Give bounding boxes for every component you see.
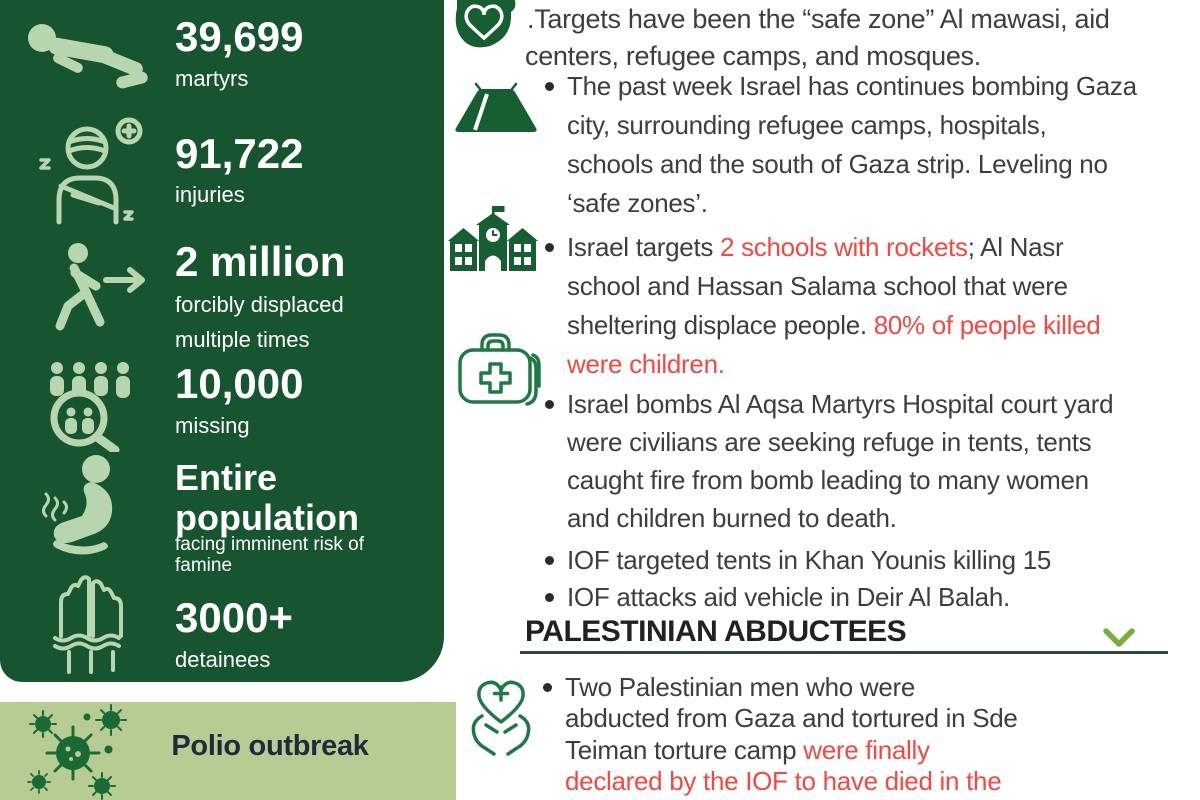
intro-line: centers, refugee camps, and mosques.	[525, 41, 981, 71]
list-item: school and Hassan Salama school that were	[567, 271, 1068, 301]
intro-line: .Targets have been the “safe zone” Al mawasi, aid	[527, 4, 1110, 34]
stat-value: 3000+	[175, 594, 293, 641]
list-item: IOF attacks aid vehicle in Deir Al Balah.	[567, 582, 1010, 612]
hands-holding-heart-icon	[468, 674, 534, 764]
bullet-dot	[545, 82, 554, 91]
famine-icon	[38, 452, 134, 556]
list-item: Israel bombs Al Aqsa Martyrs Hospital court yard	[567, 389, 1113, 419]
stat-value: 39,699	[175, 13, 304, 60]
missing-icon	[45, 360, 145, 452]
virus-icon	[29, 710, 57, 738]
list-item: abducted from Gaza and tortured in Sde	[565, 703, 1018, 733]
virus-icon	[95, 704, 127, 736]
chevron-down-icon[interactable]	[1102, 627, 1136, 649]
stat-label: detainees	[175, 647, 271, 672]
list-item: sheltering displace people. 80% of people killed	[567, 310, 1101, 340]
list-item: schools and the south of Gaza strip. Leveling no	[567, 149, 1108, 179]
list-item: were children.	[567, 349, 725, 379]
virus-icon	[104, 745, 113, 754]
virus-icon	[27, 770, 51, 794]
displaced-icon	[42, 242, 150, 332]
stat-value: Entire population	[175, 457, 359, 538]
hand-heart-icon	[452, 0, 524, 50]
stat-label: missing	[175, 413, 250, 438]
bullet-dot	[545, 593, 554, 602]
stat-value: 10,000	[175, 360, 304, 407]
stat-value: 91,722	[175, 130, 304, 177]
list-item: Teiman torture camp were finally	[565, 735, 930, 765]
virus-icon	[88, 772, 116, 800]
virus-icon	[83, 713, 91, 721]
list-item: Israel targets 2 schools with rockets; Al Nasr	[567, 232, 1063, 262]
list-item: and children burned to death.	[567, 503, 897, 533]
bullet-dot	[545, 556, 554, 565]
list-item: were civilians are seeking refuge in tents, tents	[567, 427, 1092, 457]
polio-banner	[0, 702, 456, 800]
bullet-dot	[545, 400, 554, 409]
list-item: Two Palestinian men who were	[565, 672, 915, 702]
stat-label: martyrs	[175, 66, 249, 91]
heading-underline	[520, 651, 1168, 654]
bullet-dot	[545, 243, 554, 252]
polio-label: Polio outbreak	[171, 730, 369, 762]
tent-icon	[452, 82, 540, 134]
martyr-icon	[22, 8, 152, 98]
bullet-dot	[543, 683, 552, 692]
list-item: The past week Israel has continues bombing Gaza	[567, 71, 1137, 101]
stat-label: forcibly displaced multiple times	[175, 292, 344, 352]
section-heading: PALESTINIAN ABDUCTEES	[525, 615, 907, 648]
first-aid-kit-icon	[456, 330, 544, 408]
injured-icon	[35, 116, 147, 226]
list-item: IOF targeted tents in Khan Younis killing 15	[567, 545, 1051, 575]
school-icon	[448, 204, 538, 272]
list-item: ‘safe zones’.	[567, 188, 708, 218]
stat-label: facing imminent risk of famine	[175, 534, 365, 576]
stat-label: injuries	[175, 182, 245, 207]
list-item: caught fire from bomb leading to many women	[567, 465, 1089, 495]
list-item: declared by the IOF to have died in the	[565, 766, 1002, 796]
stats-panel	[0, 0, 444, 682]
detainee-icon	[45, 574, 137, 674]
list-item: city, surrounding refugee camps, hospitals,	[567, 110, 1047, 140]
stat-value: 2 million	[175, 238, 346, 285]
